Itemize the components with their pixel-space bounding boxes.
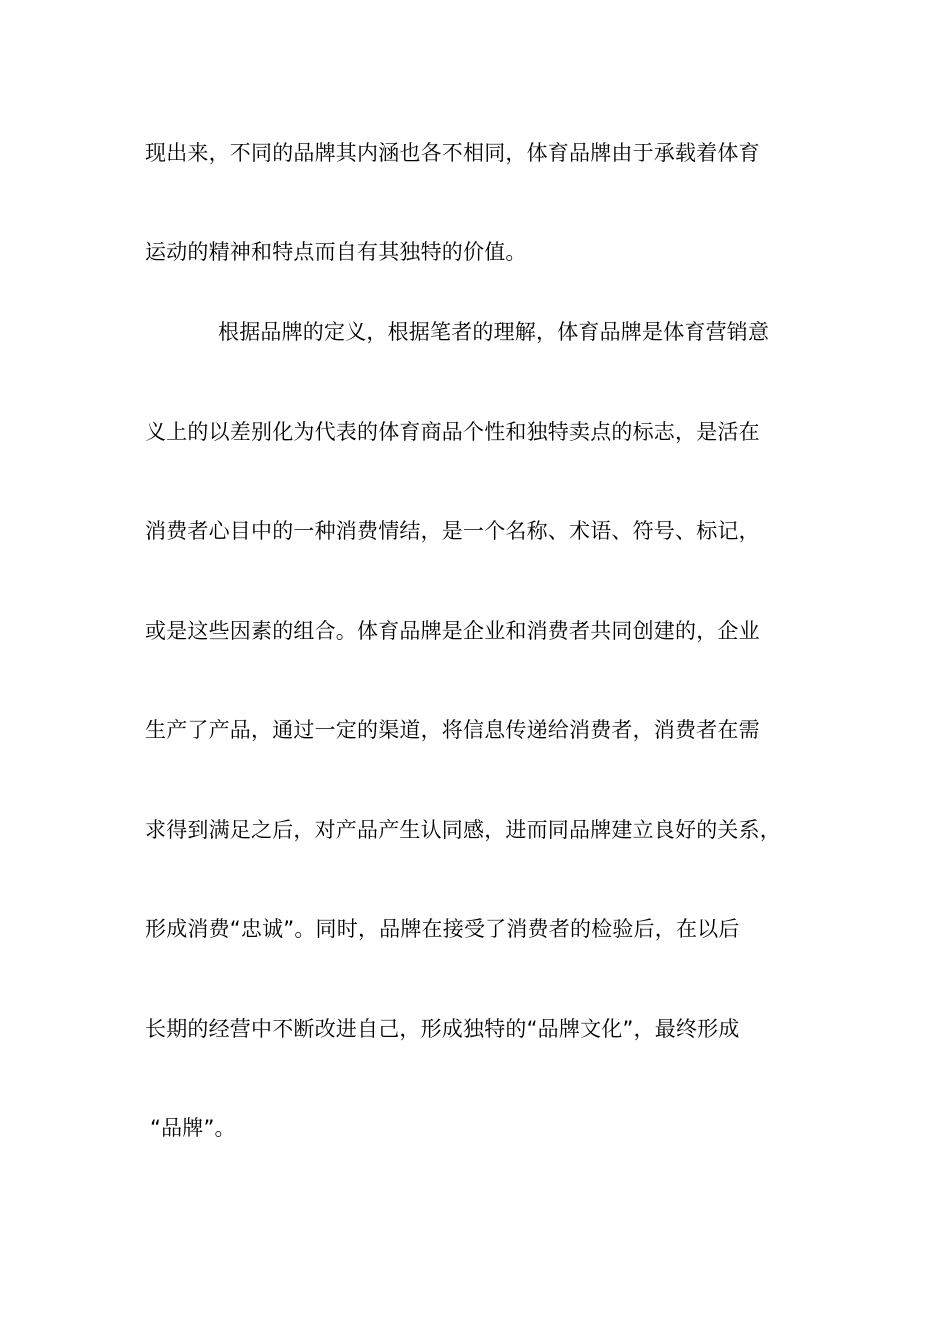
text-line: “品牌”。 [150, 1116, 236, 1140]
text-line: 义上的以差别化为代表的体育商品个性和独特卖点的标志，是活在 [145, 420, 760, 444]
text-line: 长期的经营中不断改进自己，形成独特的“品牌文化”，最终形成 [145, 1017, 740, 1041]
text-line: 求得到满足之后，对产品产生认同感，进而同品牌建立良好的关系， [145, 818, 781, 842]
text-line: 运动的精神和特点而自有其独特的价值。 [145, 240, 527, 264]
text-line: 现出来，不同的品牌其内涵也各不相同，体育品牌由于承载着体育 [145, 141, 760, 165]
text-line: 形成消费“忠诚”。同时，品牌在接受了消费者的检验后，在以后 [145, 917, 740, 941]
text-line: 消费者心目中的一种消费情结，是一个名称、术语、符号、标记， [145, 519, 760, 543]
paragraph-start-line: 根据品牌的定义，根据笔者的理解，体育品牌是体育营销意 [218, 320, 770, 344]
text-line: 或是这些因素的组合。体育品牌是企业和消费者共同创建的，企业 [145, 619, 760, 643]
text-line: 生产了产品，通过一定的渠道，将信息传递给消费者，消费者在需 [145, 718, 760, 742]
